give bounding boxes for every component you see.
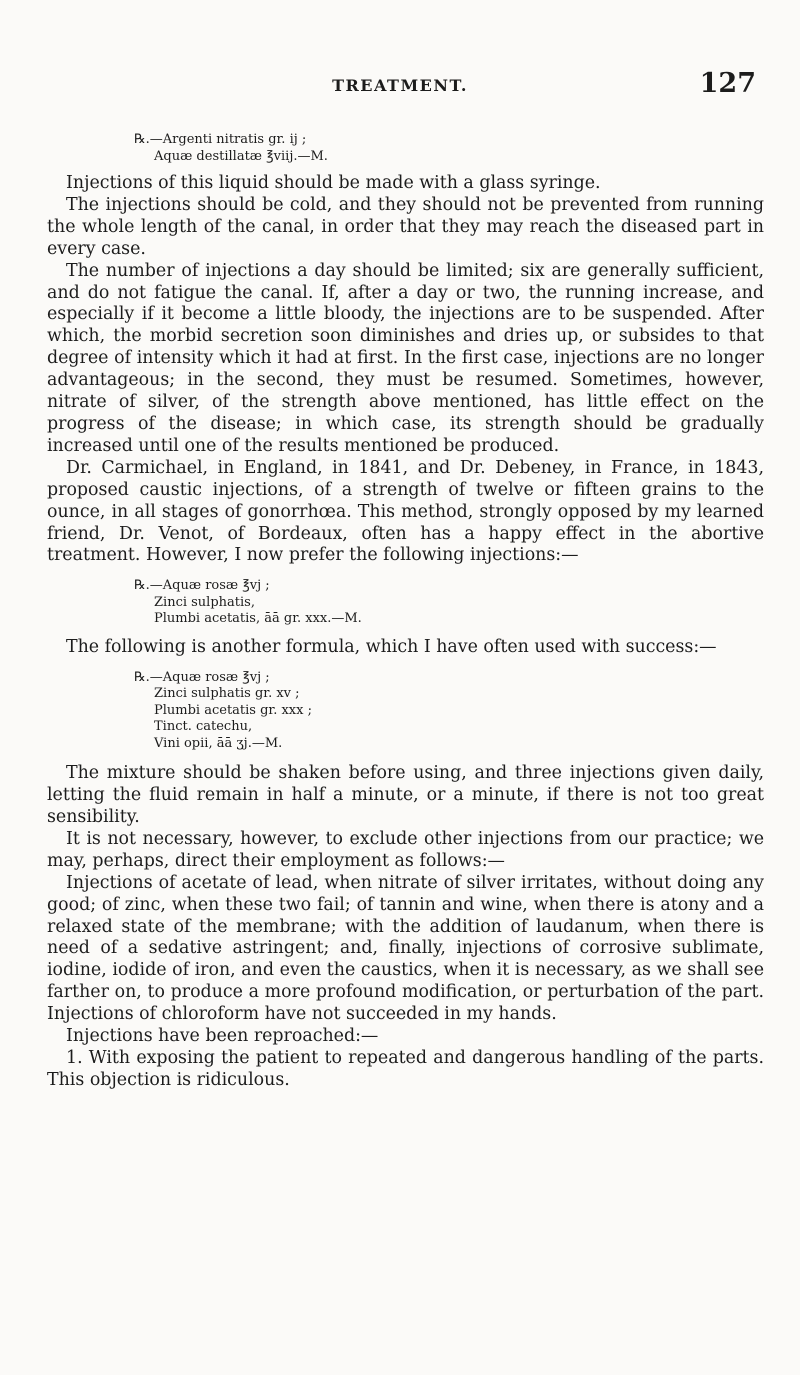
page-header: [0, 68, 800, 106]
paragraph: The mixture should be shaken before using, and three injections given daily, letting the fluid remain in half a minute, or a minute, if there is not too great sensibility.: [47, 763, 764, 828]
paragraph: 1. With exposing the patient to repeated and dangerous handling of the parts. This objection is ridiculous.: [47, 1048, 764, 1090]
paragraph: Dr. Carmichael, in England, in 1841, and Dr. Debeney, in France, in 1843, proposed caustic injections, of a strength of twelve or fifteen grains to the ounce, in all stages of gonorrhœa. This method, strongly opposed by my learned friend, Dr. Venot, of Bordeaux, often has a happy effect in the abortive treatment. However, I now prefer the following injections:—: [47, 457, 764, 566]
prescription-3: [134, 670, 764, 753]
prescription-1: [134, 132, 764, 165]
paragraph: The following is another formula, which I have often used with success:—: [66, 636, 717, 657]
prescription-line: Plumbi acetatis gr. xxx ;: [154, 702, 312, 718]
prescription-line: ℞.—Aquæ rosæ ℥vj ;: [134, 669, 270, 685]
paragraph: Injections of this liquid should be made with a glass syringe.: [66, 173, 601, 193]
prescription-line: ℞.—Argenti nitratis gr. ij ;: [134, 132, 307, 147]
prescription-line: Zinci sulphatis,: [154, 594, 255, 610]
paragraph: The number of injections a day should be limited; six are generally sufficient, and do not fatigue the canal. If, after a day or two, the running increase, and especially if it become a little bloody, the injections are to be suspended. After which, the morbid secretion soon diminishes and dries up, or subsides to that degree of intensity which it had at first. In the first case, injections are no longer advantageous; in the second, they must be resumed. Sometimes, however, nitrate of silver, of the strength above mentioned, has little effect on the progress of the disease; in which case, its strength should be gradually increased until one of the results mentioned be produced.: [47, 260, 764, 456]
prescription-line: Zinci sulphatis gr. xv ;: [154, 686, 300, 702]
prescription-2: [134, 578, 764, 628]
paragraph: The injections should be cold, and they should not be prevented from running the whole length of the canal, in order that they may reach the diseased part in every case.: [47, 194, 764, 259]
prescription-line: Plumbi acetatis, āā gr. xxx.—M.: [154, 611, 362, 627]
paragraph: Injections of acetate of lead, when nitrate of silver irritates, without doing any good; of zinc, when these two fail; of tannin and wine, when there is atony and a relaxed state of the membrane; with the addition of laudanum, when there is need of a sedative astringent; and, finally, injections of corrosive sublimate, iodine, iodide of iron, and even the caustics, when it is necessary, as we shall see farther on, to produce a more profound modification, or perturbation of the part. Injections of chloroform have not succeeded in my hands.: [47, 872, 764, 1025]
prescription-line: Vini opii, āā ʒj.—M.: [154, 735, 283, 751]
prescription-line: Aquæ destillatæ ℥viij.—M.: [154, 148, 328, 164]
paragraph: It is not necessary, however, to exclude other injections from our practice; we may, perhaps, direct their employment as follows:—: [47, 828, 764, 871]
page-number: 127: [699, 68, 756, 99]
body-text: [47, 132, 764, 1092]
prescription-line: Tinct. catechu,: [154, 719, 253, 735]
running-head: TREATMENT.: [332, 76, 468, 95]
prescription-line: ℞.—Aquæ rosæ ℥vj ;: [134, 578, 270, 594]
paragraph: Injections have been reproached:—: [66, 1026, 379, 1047]
